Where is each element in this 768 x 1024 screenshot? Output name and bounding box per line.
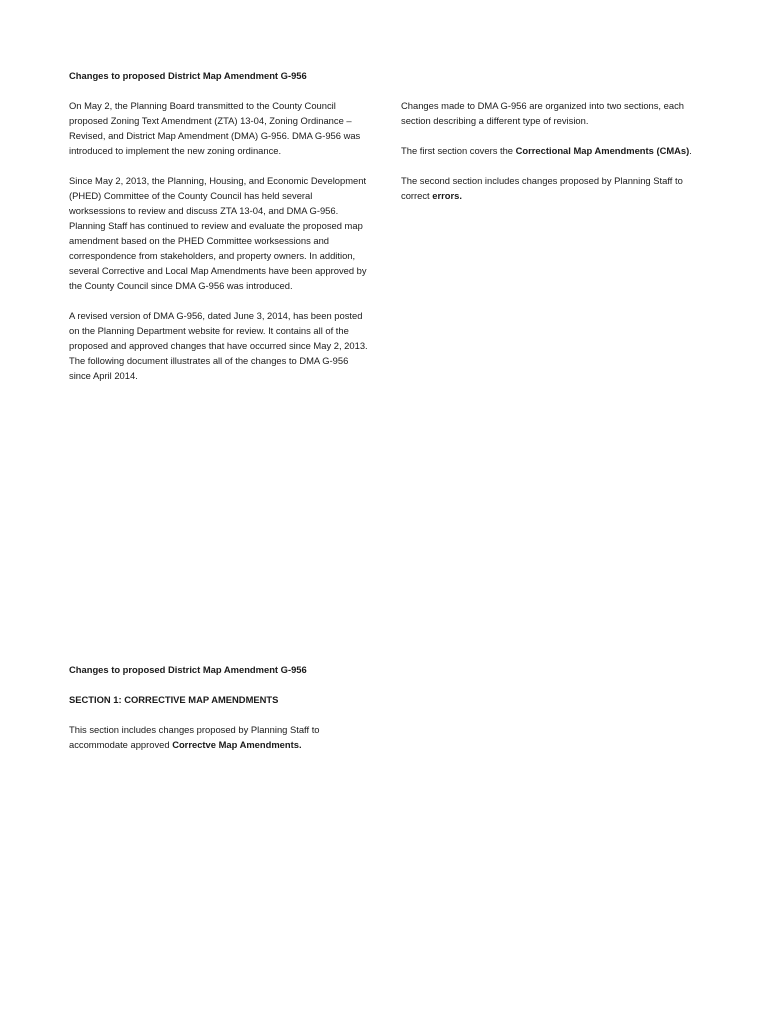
first-section-paragraph bbox=[401, 143, 711, 158]
cma-bold-text: Correctional Map Amendments (CMAs) bbox=[515, 145, 690, 156]
second-section-text: The second section includes changes proposed by Planning Staff to correct bbox=[401, 175, 683, 201]
section1-block bbox=[69, 662, 369, 752]
left-column bbox=[69, 68, 369, 383]
revised-version-paragraph: A revised version of DMA G-956, dated June 3, 2014, has been posted on the Planning Department website for review. It contains all of the proposed and approved changes that have occurred since May 2, 2013. The following document illustrates all of the changes to DMA G-956 since April 2014. bbox=[69, 310, 368, 381]
section1-title: SECTION 1: CORRECTIVE MAP AMENDMENTS bbox=[69, 694, 279, 705]
errors-bold-text: errors. bbox=[432, 190, 462, 201]
first-section-text: The first section covers the bbox=[401, 145, 516, 156]
right-column bbox=[401, 98, 711, 203]
organization-paragraph: Changes made to DMA G-956 are organized into two sections, each section describing a different type of revision. bbox=[401, 100, 684, 126]
page-heading: Changes to proposed District Map Amendment G-956 bbox=[69, 70, 307, 81]
section1-text: This section includes changes proposed by Planning Staff to accommodate approved bbox=[69, 724, 320, 750]
section1-paragraph bbox=[69, 722, 369, 752]
second-section-paragraph bbox=[401, 173, 711, 203]
section1-page-heading: Changes to proposed District Map Amendment G-956 bbox=[69, 664, 307, 675]
cma-approved-bold-text: Correctve Map Amendments. bbox=[172, 739, 302, 750]
intro-paragraph: On May 2, the Planning Board transmitted to the County Council proposed Zoning Text Amendment (ZTA) 13-04, Zoning Ordinance – Revised, and District Map Amendment (DMA) G-956. DMA G-956 was introduced to implement the new zoning ordinance. bbox=[69, 100, 361, 156]
first-section-period: . bbox=[689, 145, 692, 156]
phed-paragraph: Since May 2, 2013, the Planning, Housing, and Economic Development (PHED) Committee of the County Council has held several worksessions to review and discuss ZTA 13-04, and DMA G-956. Planning Staff has continued to review and evaluate the proposed map amendment based on the PHED Committee worksessions and correspondence from stakeholders, and property owners. In addition, several Corrective and Local Map Amendments have been approved by the County Council since DMA G-956 was introduced. bbox=[69, 175, 367, 291]
